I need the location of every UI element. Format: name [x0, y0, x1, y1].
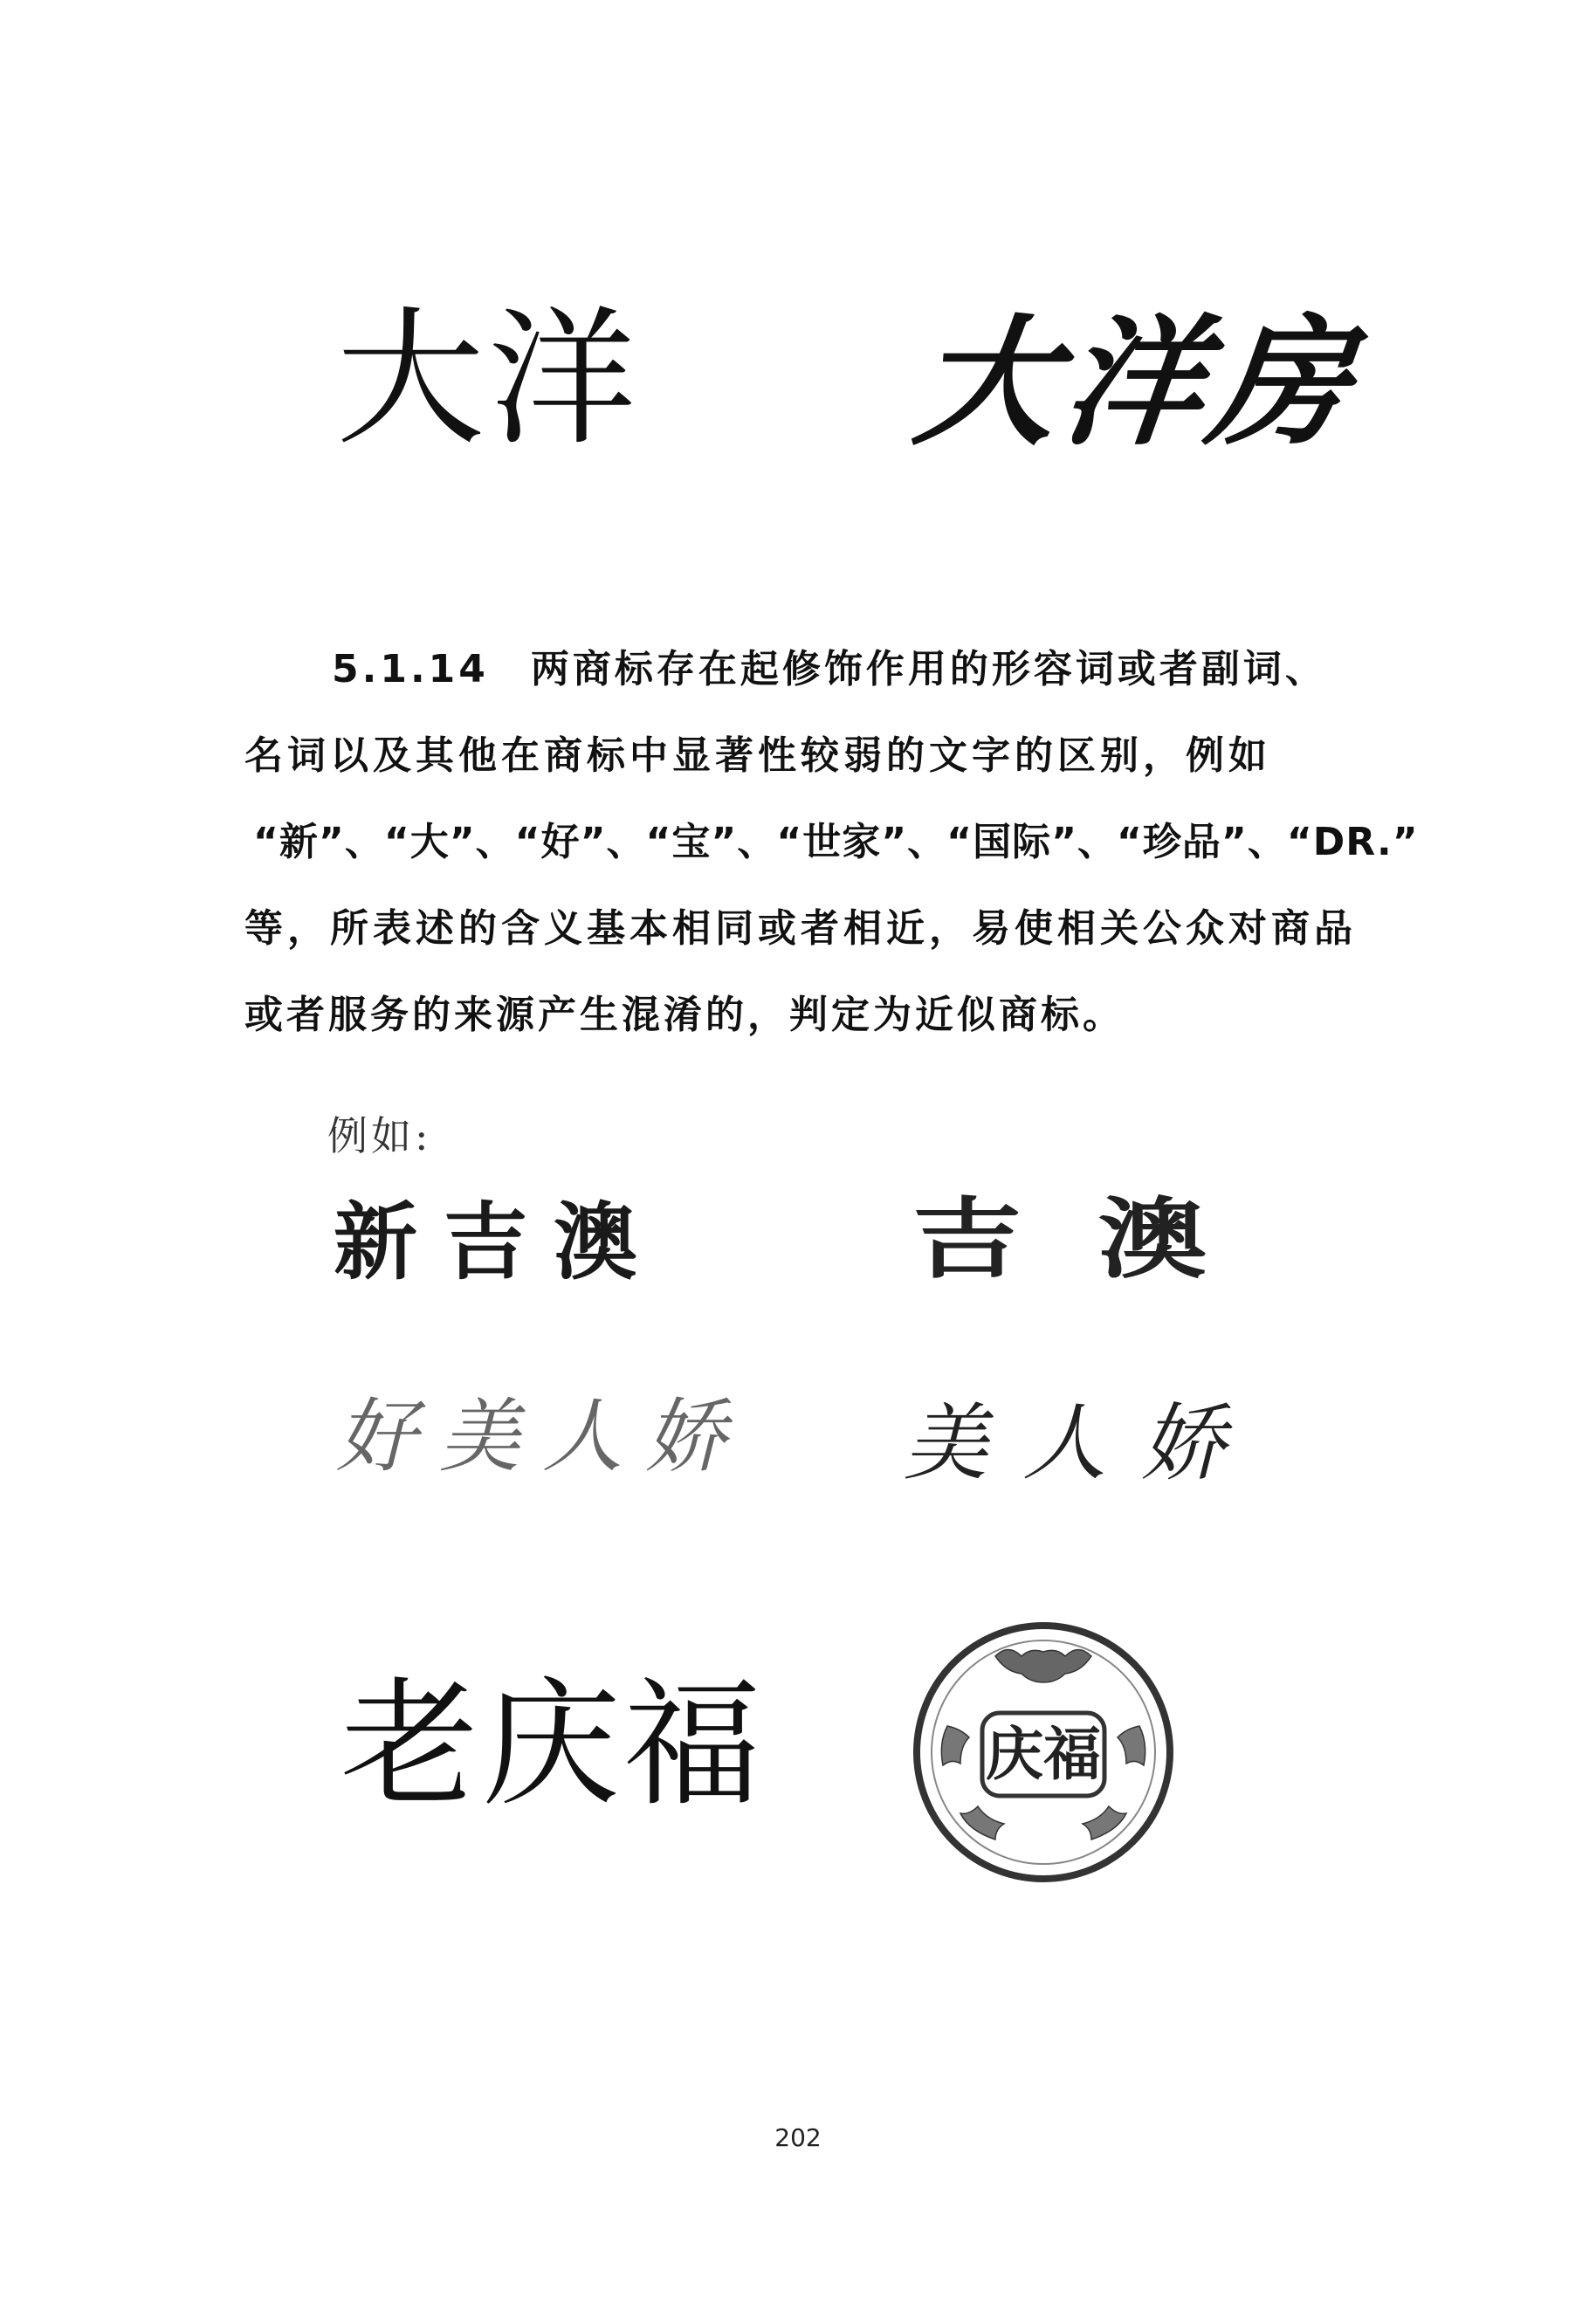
- trademark-jiao: 吉澳: [912, 1188, 1283, 1290]
- paragraph-text: 两商标存在起修饰作用的形容词或者副词、: [530, 647, 1327, 691]
- paragraph-line-3: “新”、“大”、“好”、“宝”、“世家”、“国际”、“珍品”、“DR.”: [253, 820, 1419, 864]
- paragraph-line-1: [332, 637, 1327, 693]
- bat-icon: [995, 1650, 1091, 1683]
- trademark-dayangfang: 大洋房: [908, 300, 1366, 464]
- bat-icon: [1118, 1726, 1145, 1765]
- trademark-meirenjiao: 美人娇: [904, 1394, 1260, 1492]
- trademark-xinjiao: 新吉澳: [334, 1193, 664, 1291]
- example-label: 例如:: [327, 1112, 432, 1159]
- paragraph-line-4: 等，所表述的含义基本相同或者相近，易使相关公众对商品: [244, 906, 1357, 951]
- trademark-dayang: 大洋: [336, 293, 641, 466]
- section-number: 5.1.14: [332, 647, 489, 691]
- trademark-haomeirenjiao: 好美人娇: [336, 1390, 749, 1483]
- bat-icon: [941, 1726, 969, 1765]
- trademark-laoqingfu: 老庆福: [341, 1665, 765, 1826]
- paragraph-line-5: 或者服务的来源产生混淆的，判定为近似商标。: [244, 993, 1125, 1037]
- logo-text: 庆福: [986, 1721, 1101, 1788]
- page-number: 202: [774, 2123, 822, 2152]
- paragraph-line-2: 名词以及其他在商标中显著性较弱的文字的区别，例如: [244, 733, 1271, 778]
- trademark-qingfu-logo: [912, 1617, 1174, 1888]
